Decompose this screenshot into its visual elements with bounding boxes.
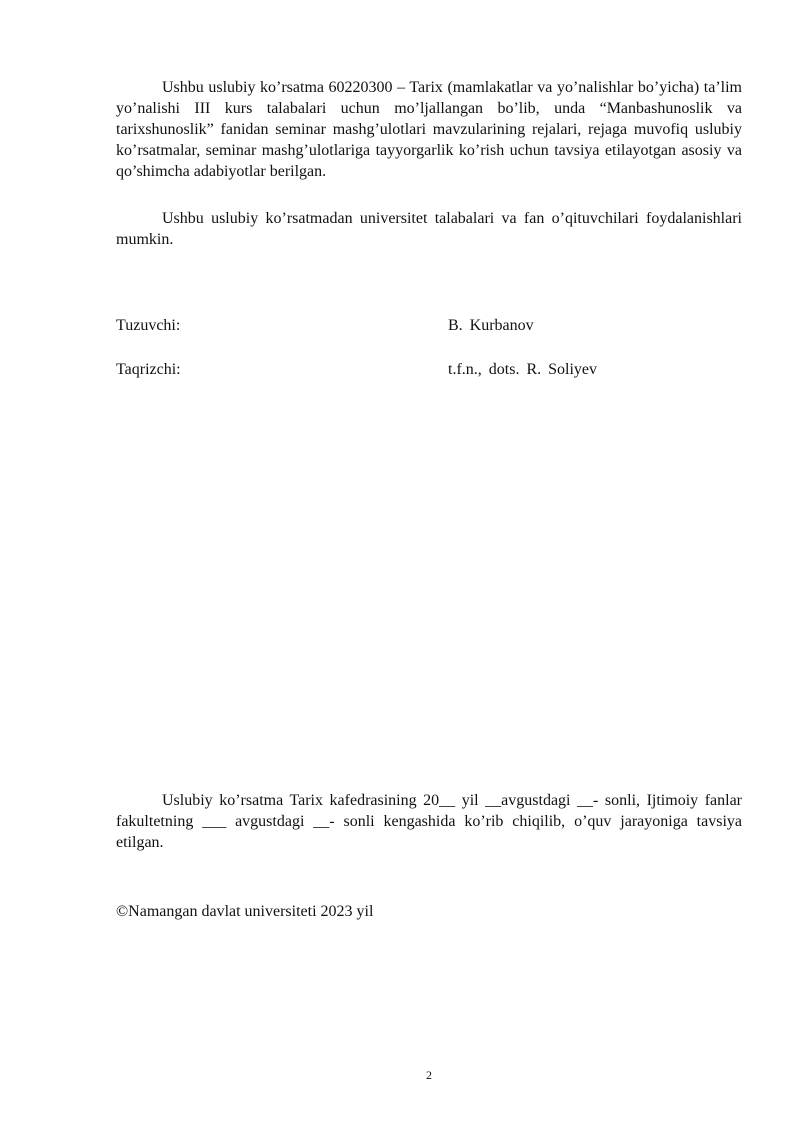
compiler-role-label: Tuzuvchi:: [116, 317, 181, 334]
copyright-notice: ©Namangan davlat universiteti 2023 yil: [116, 903, 374, 920]
page-number: 2: [426, 1068, 432, 1082]
compiler-signature-row: [116, 315, 742, 336]
compiler-name: B. Kurbanov: [448, 317, 534, 334]
reviewer-role-label: Taqrizchi:: [116, 361, 181, 378]
reviewer-name: t.f.n., dots. R. Soliyev: [448, 361, 598, 378]
usage-paragraph: Ushbu uslubiy ko’rsatmadan universitet talabalari va fan o’qituvchilari foydalanishlari mumkin.: [116, 210, 742, 248]
approval-paragraph: Uslubiy ko’rsatma Tarix kafedrasining 20__ yil __avgustdagi __- sonli, Ijtimoiy fanlar fakultetning ___ avgustdagi __- sonli kengashida ko’rib chiqilib, o’quv jarayoniga tavsiya etilgan.: [116, 792, 742, 851]
intro-paragraph: Ushbu uslubiy ko’rsatma 60220300 – Tarix (mamlakatlar va yo’nalishlar bo’yicha) ta’lim yo’nalishi III kurs talabalari uchun mo’ljallangan bo’lib, unda “Manbashunoslik va tarixshunoslik” fanidan seminar mashg’ulotlari mavzularining rejalari, rejaga muvofiq uslubiy ko’rsatmalar, seminar mashg’ulotlariga tayyorgarlik ko’rish uchun tavsiya etilayotgan asosiy va qo’shimcha adabiyotlar berilgan.: [116, 79, 742, 180]
reviewer-signature-row: [116, 359, 742, 380]
